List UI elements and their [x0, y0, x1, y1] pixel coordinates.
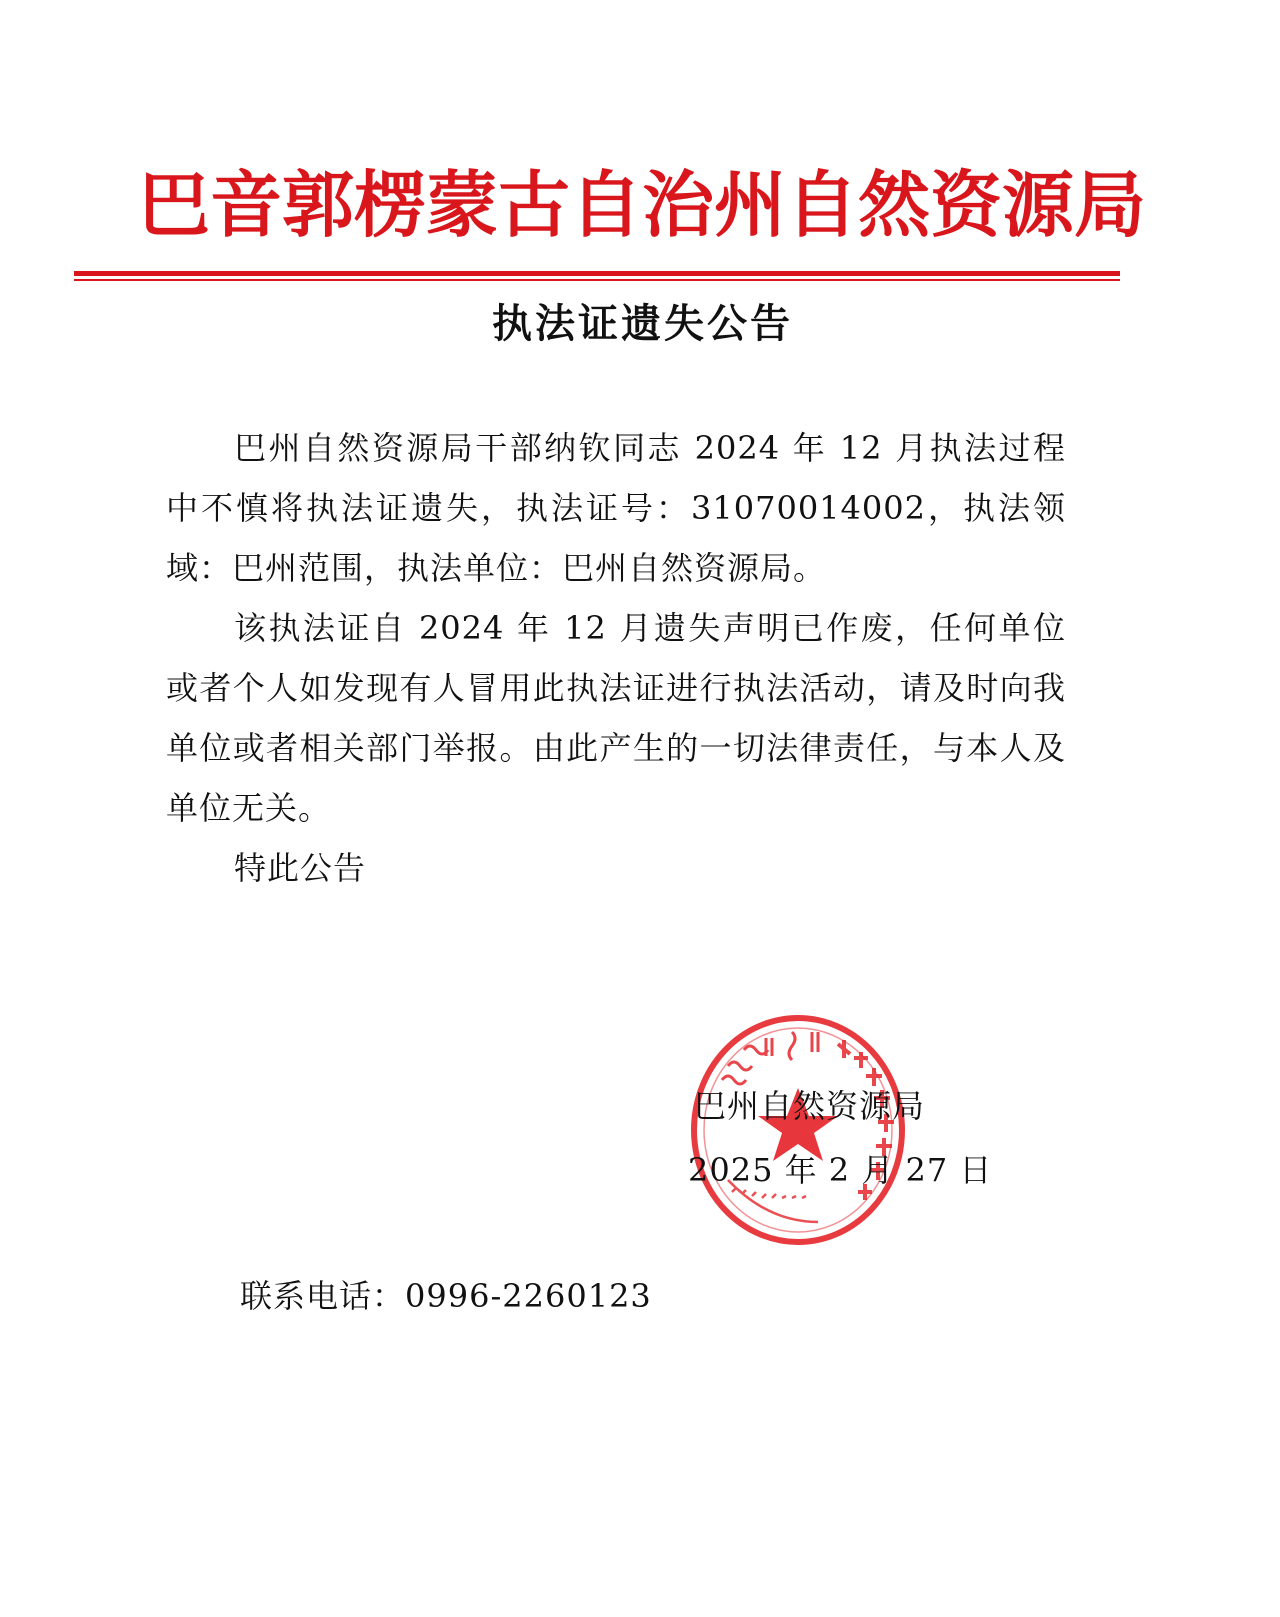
seal-graphic	[688, 1010, 908, 1250]
letterhead-rule-thin	[74, 279, 1120, 281]
contact-line	[240, 1276, 652, 1316]
official-seal	[688, 1010, 908, 1250]
notice-body	[166, 418, 1066, 898]
issue-date: 2025 年 2 月 27 日	[688, 1151, 993, 1189]
contact-label: 联系电话：	[240, 1277, 406, 1315]
notice-paragraph-1: 巴州自然资源局干部纳钦同志 2024 年 12 月执法过程中不慎将执法证遗失，执法证号：31070014002，执法领域：巴州范围，执法单位：巴州自然资源局。	[166, 429, 1066, 587]
notice-closing: 特此公告	[234, 849, 367, 887]
letterhead-rule-thick	[74, 271, 1120, 276]
notice-paragraph-2: 该执法证自 2024 年 12 月遗失声明已作废，任何单位或者个人如发现有人冒用此执法证进行执法活动，请及时向我单位或者相关部门举报。由此产生的一切法律责任，与本人及单位无关。	[166, 609, 1066, 827]
contact-phone: 0996-2260123	[405, 1277, 652, 1315]
issuer-signature: 巴州自然资源局	[694, 1087, 926, 1125]
letterhead-title: 巴音郭楞蒙古自治州自然资源局	[138, 163, 1147, 247]
notice-title: 执法证遗失公告	[492, 301, 793, 347]
